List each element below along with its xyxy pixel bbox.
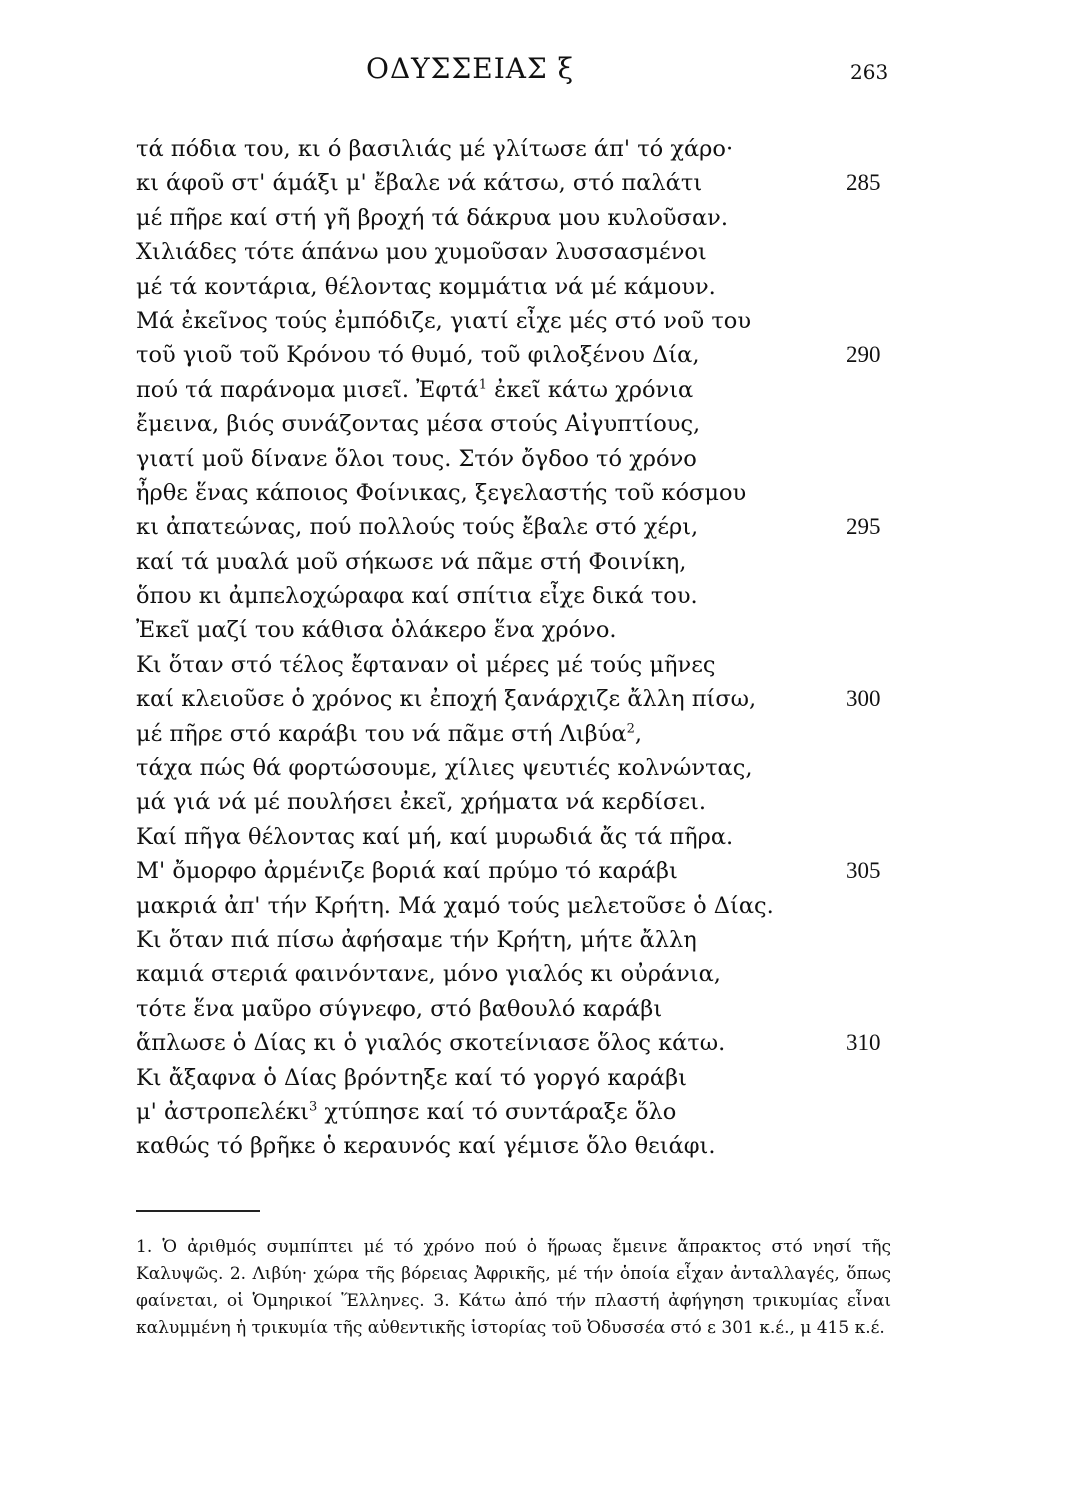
line-number: 305 [846,858,881,884]
page-header [0,52,1085,92]
line-number: 310 [846,1030,881,1056]
verse-line [0,682,1085,716]
verse-line [0,304,1085,338]
verse-text: μ' ἀστροπελέκι$^3$ χτύπησε καί τό συντάραξε ὅλο [136,1098,677,1125]
verse-line [0,923,1085,957]
verse-text: καθώς τό βρῆκε ὁ κεραυνός καί γέμισε ὅλο θειάφι. [136,1133,716,1160]
verse-line [0,442,1085,476]
verse-text: ἦρθε ἕνας κάποιος Φοίνικας, ξεγελαστής τοῦ κόσμου [136,479,747,506]
verse-text: Χιλιάδες τότε άπάνω μου χυμοῦσαν λυσσασμένοι [136,239,707,266]
verse-text: Μά ἐκεῖνος τούς ἐμπόδιζε, γιατί εἶχε μές στό νοῦ του [136,307,752,334]
verse-line [0,854,1085,888]
verse-text: Καί πῆγα θέλοντας καί μή, καί μυρωδιά ἄς τά πῆρα. [136,823,734,850]
verse-block [0,132,1085,1164]
verse-line [0,270,1085,304]
verse-text: Μ' ὄμορφο ἀρμένιζε βοριά καί πρύμο τό καράβι [136,858,678,885]
verse-line [0,235,1085,269]
verse-text: μακριά ἀπ' τήν Κρήτη. Μά χαμό τούς μελετοῦσε ὁ Δίας. [136,892,774,919]
line-number: 300 [846,686,881,712]
verse-line [0,820,1085,854]
verse-text: μέ πῆρε στό καράβι του νά πᾶμε στή Λιβύα$^2$, [136,720,642,747]
verse-line [0,1095,1085,1129]
verse-text: τότε ἕνα μαῦρο σύγνεφο, στό βαθουλό καράβι [136,995,663,1022]
page-number: 263 [850,60,889,84]
footnote-divider [136,1210,260,1212]
verse-line [0,992,1085,1026]
verse-text: πού τά παράνομα μισεῖ. Ἐφτά$^1$ ἐκεῖ κάτω χρόνια [136,376,694,403]
verse-line [0,889,1085,923]
verse-line [0,648,1085,682]
verse-line [0,751,1085,785]
footnote-marker: 2 [626,721,635,737]
page-title: ΟΔΥΣΣΕΙΑΣ ξ [366,52,575,85]
verse-line [0,338,1085,372]
verse-line [0,166,1085,200]
verse-line [0,201,1085,235]
line-number: 285 [846,170,881,196]
verse-text: γιατί μοῦ δίνανε ὅλοι τους. Στόν ὄγδοο τό χρόνο [136,445,697,472]
verse-text: τοῦ γιοῦ τοῦ Κρόνου τό θυμό, τοῦ φιλοξένου Δία, [136,342,700,369]
footnote-marker: 1 [478,377,488,393]
line-number: 290 [846,342,881,368]
verse-text: καμιά στεριά φαινόντανε, μόνο γιαλός κι οὐράνια, [136,961,721,988]
verse-text: ὅπου κι ἀμπελοχώραφα καί σπίτια εἶχε δικά του. [136,583,698,610]
verse-text: μά γιά νά μέ πουλήσει ἐκεῖ, χρήματα νά κερδίσει. [136,789,706,816]
footnotes: 1. Ὁ ἀριθμός συμπίπτει μέ τό χρόνο πού ὁ ἥρωας ἔμεινε ἄπρακτος στό νησί τῆς Καλυψῶς. 2. Λιβύη· χώρα τῆς βόρειας Ἀφρικῆς, μέ τήν ὁποία εἶχαν ἀνταλλαγές, ὅπως φαίνεται, οἱ Ὁμηρικοί Ἕλληνες. 3. Κάτω ἀπό τήν πλαστή ἀφήγηση τρικυμίας εἶναι καλυμμένη ἡ τρικυμία τῆς αὐθεντικῆς ἱστορίας τοῦ Ὀδυσσέα στό ε 301 κ.έ., μ 415 κ.έ. [136,1237,891,1338]
verse-line [0,1129,1085,1163]
verse-line [0,1061,1085,1095]
verse-line [0,132,1085,166]
footnote-marker: 3 [308,1099,318,1115]
verse-text: Ἐκεῖ μαζί του κάθισα ὁλάκερο ἕνα χρόνο. [136,617,617,644]
verse-line [0,785,1085,819]
verse-text: τάχα πώς θά φορτώσουμε, χίλιες ψευτιές κολνώντας, [136,755,753,782]
verse-text: Κι ὅταν στό τέλος ἔφταναν οἱ μέρες μέ τούς μῆνες [136,651,716,678]
verse-text: ἔμεινα, βιός συνάζοντας μέσα στούς Αἰγυπτίους, [136,411,701,438]
verse-line [0,717,1085,751]
verse-line [0,545,1085,579]
verse-line [0,579,1085,613]
verse-text: καί τά μυαλά μοῦ σήκωσε νά πᾶμε στή Φοινίκη, [136,548,687,575]
verse-line [0,373,1085,407]
verse-line [0,957,1085,991]
verse-line [0,407,1085,441]
verse-text: κι ἀπατεώνας, πού πολλούς τούς ἔβαλε στό χέρι, [136,514,699,541]
verse-text: κι άφοῦ στ' άμάξι μ' ἔβαλε νά κάτσω, στό παλάτι [136,170,703,197]
verse-text: μέ τά κοντάρια, θέλοντας κομμάτια νά μέ κάμουν. [136,273,716,300]
verse-text: Κι ἄξαφνα ὁ Δίας βρόντηξε καί τό γοργό καράβι [136,1064,687,1091]
verse-line [0,476,1085,510]
verse-line [0,613,1085,647]
verse-text: Κι ὅταν πιά πίσω ἀφήσαμε τήν Κρήτη, μήτε ἄλλη [136,926,697,953]
verse-line [0,1026,1085,1060]
verse-text: ἅπλωσε ὁ Δίας κι ὁ γιαλός σκοτείνιασε ὅλος κάτω. [136,1030,726,1057]
verse-line [0,510,1085,544]
verse-text: τά πόδια του, κι ό βασιλιάς μέ γλίτωσε άπ' τό χάρο· [136,136,734,162]
line-number: 295 [846,514,881,540]
verse-text: καί κλειοῦσε ὁ χρόνος κι ἐποχή ξανάρχιζε ἄλλη πίσω, [136,686,757,713]
verse-text: μέ πῆρε καί στή γῆ βροχή τά δάκρυα μου κυλοῦσαν. [136,204,728,231]
